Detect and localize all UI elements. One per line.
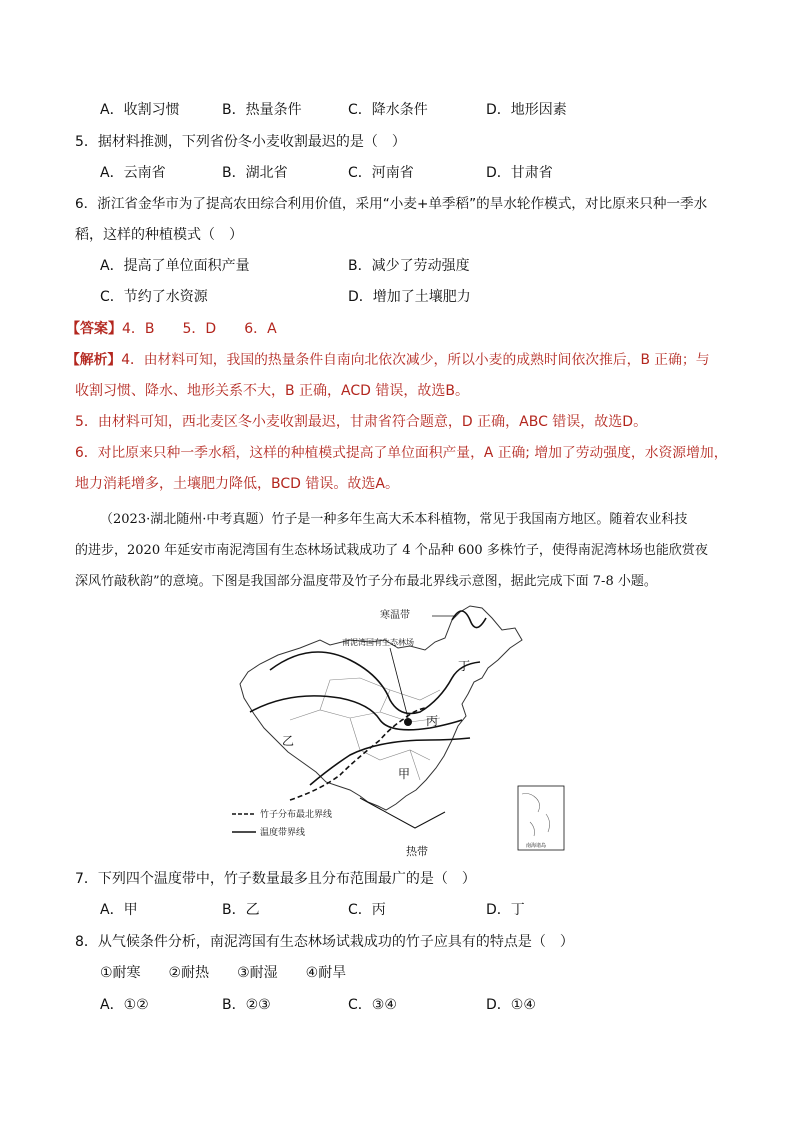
- forest-site-dot: [404, 718, 412, 726]
- label-forest: 南泥湾国有生态林场: [342, 638, 414, 647]
- q6-option-b: B．减少了劳动强度: [348, 258, 470, 274]
- q5-stem: 5．据材料推测，下列省份冬小麦收割最迟的是（ ）: [75, 134, 406, 150]
- china-temperature-zone-map: [230, 600, 570, 860]
- temp-zone-boundary-1: [270, 652, 480, 714]
- q8-choices: ①耐寒 ②耐热 ③耐湿 ④耐旱: [100, 965, 347, 981]
- forest-leader-line: [390, 648, 408, 718]
- legend-bamboo-label: 竹子分布最北界线: [260, 810, 333, 820]
- q4-option-c: C．降水条件: [348, 102, 428, 118]
- analysis-line1: [66, 350, 710, 370]
- q5-option-b: B．湖北省: [222, 165, 288, 181]
- temp-zone-boundary-3: [310, 738, 470, 785]
- q5-option-a: A．云南省: [100, 165, 166, 181]
- map-svg: [230, 600, 570, 860]
- tropic-bracket: [360, 798, 445, 828]
- inset-label: 南海诸岛: [526, 843, 547, 849]
- legend-temp-label: 温度带界线: [260, 828, 306, 838]
- material-line2: 的进步，2020 年延安市南泥湾国有生态林场试栽成功了 4 个品种 600 多株竹子，使得南泥湾林场也能欣赏夜: [75, 543, 708, 558]
- q8-option-a: A．①②: [100, 997, 149, 1013]
- q4-option-a: A．收割习惯: [100, 102, 180, 118]
- label-cold-zone: 寒温带: [380, 610, 410, 621]
- analysis-line4: 6．对比原来只种一季水稻，这样的种植模式提高了单位面积产量，A 正确; 增加了劳动强度，水资源增加，: [75, 445, 728, 461]
- q5-option-d: D．甘肃省: [486, 165, 553, 181]
- q7-option-d: D．丁: [486, 902, 525, 918]
- q6-stem-line1: 6．浙江省金华市为了提高农田综合利用价值，采用“小麦+单季稻”的旱水轮作模式，对比原来只种一季水: [75, 196, 708, 212]
- label-ding: 丁: [458, 659, 471, 673]
- q7-stem: 7．下列四个温度带中，竹子数量最多且分布范围最广的是（ ）: [75, 871, 476, 887]
- label-yi: 乙: [282, 734, 295, 748]
- q5-option-c: C．河南省: [348, 165, 414, 181]
- q7-option-a: A．甲: [100, 902, 138, 918]
- cold-zone-boundary: [452, 611, 486, 628]
- china-outline: [240, 606, 522, 810]
- label-tropic: 热带: [406, 845, 428, 858]
- q8-option-d: D．①④: [486, 997, 536, 1013]
- analysis-line5: 地力消耗增多，土壤肥力降低，BCD 错误。故选A。: [75, 476, 399, 492]
- inset-coast: [522, 794, 550, 837]
- q6-option-a: A．提高了单位面积产量: [100, 258, 250, 274]
- answer-text: 4．B 5．D 6．A: [122, 321, 277, 337]
- q6-option-c: C．节约了水资源: [100, 289, 208, 305]
- q6-option-d: D．增加了土壤肥力: [348, 289, 471, 305]
- q6-stem-line2: 稻，这样的种植模式（ ）: [75, 227, 243, 243]
- q8-option-c: C．③④: [348, 997, 397, 1013]
- analysis-line2: 收割习惯、降水、地形关系不大，B 正确，ACD 错误，故选B。: [75, 383, 469, 399]
- q7-option-b: B．乙: [222, 902, 260, 918]
- q4-option-d: D．地形因素: [486, 102, 567, 118]
- answer-line: [66, 319, 277, 339]
- analysis-line3: 5．由材料可知，西北麦区冬小麦收割最迟，甘肃省符合题意，D 正确，ABC 错误，故选D。: [75, 414, 648, 430]
- q7-option-c: C．丙: [348, 902, 386, 918]
- q8-stem: 8．从气候条件分析，南泥湾国有生态林场试栽成功的竹子应具有的特点是（ ）: [75, 934, 574, 950]
- label-jia: 甲: [398, 767, 411, 781]
- analysis-text-1: 4．由材料可知，我国的热量条件自南向北依次减少，所以小麦的成熟时间依次推后，B 正确；与: [121, 352, 710, 368]
- analysis-tag: 【解析】: [66, 352, 122, 368]
- material-line1: （2023·湖北随州·中考真题）竹子是一种多年生高大禾本科植物，常见于我国南方地区。随着农业科技: [100, 512, 688, 527]
- material-line3: 深风竹敲秋韵”的意境。下图是我国部分温度带及竹子分布最北界线示意图，据此完成下面 7-8 小题。: [75, 574, 657, 589]
- inset-box: [518, 786, 564, 850]
- q4-option-b: B．热量条件: [222, 102, 302, 118]
- answer-tag: 【答案】: [66, 321, 122, 337]
- label-bing: 丙: [426, 714, 439, 728]
- q8-option-b: B．②③: [222, 997, 271, 1013]
